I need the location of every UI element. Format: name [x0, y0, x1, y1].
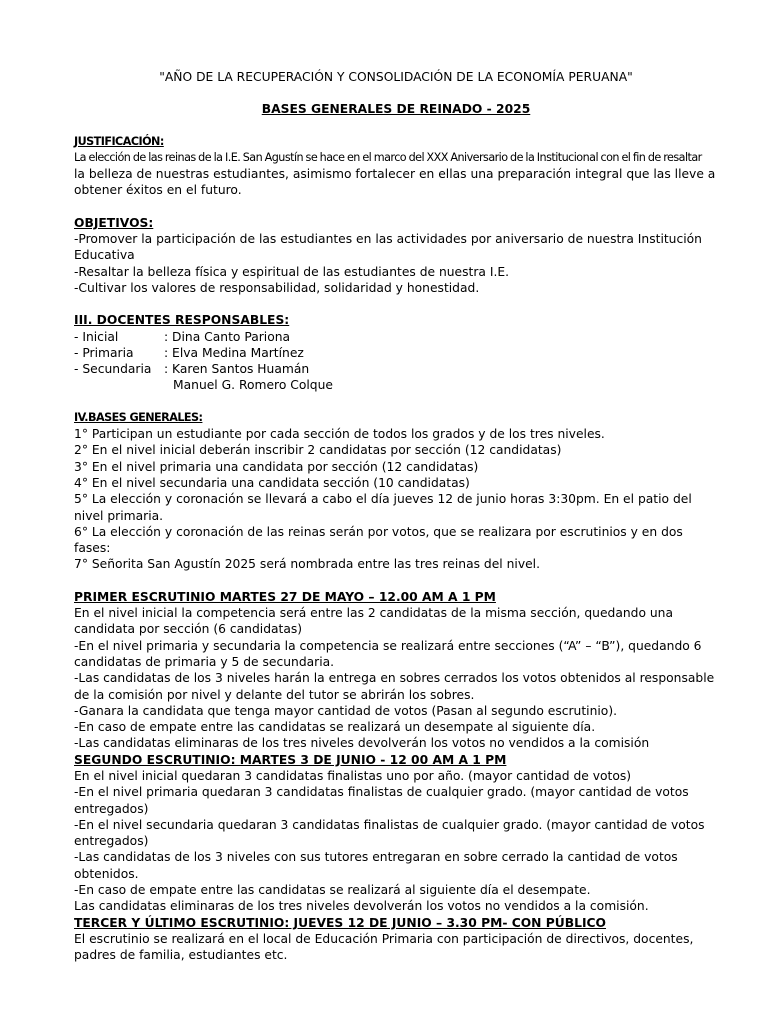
- docente-name: : Dina Canto Pariona: [164, 329, 291, 344]
- justificacion-heading: JUSTIFICACIÓN:: [74, 134, 164, 148]
- docentes-section: [74, 312, 718, 393]
- justificacion-line-2: la belleza de nuestras estudiantes, asimismo fortalecer en ellas una preparación integral que las lleve a: [74, 167, 716, 182]
- docentes-heading: III. DOCENTES RESPONSABLES:: [74, 313, 290, 328]
- tercer-item: El escrutinio se realizará en el local de Educación Primaria con participación de directivos, docentes, padres de familia, estudiantes etc.: [74, 931, 694, 963]
- segundo-item: -En caso de empate entre las candidatas se realizará al siguiente día el desempate.: [74, 883, 591, 898]
- segundo-escrutinio-heading: SEGUNDO ESCRUTINIO: MARTES 3 DE JUNIO - 12 00 AM A 1 PM: [74, 752, 507, 767]
- objetivos-heading: OBJETIVOS:: [74, 215, 154, 230]
- primer-item: -En caso de empate entre las candidatas se realizará un desempate al siguiente día.: [74, 720, 596, 735]
- docente-level: - Primaria: [74, 345, 134, 360]
- segundo-item: -En el nivel primaria quedaran 3 candidatas finalistas de cualquier grado. (mayor cantidad de votos entregados): [74, 785, 689, 816]
- docente-row: [74, 329, 718, 345]
- bases-item: 2° En el nivel inicial deberán inscribir 2 candidatas por sección (12 candidatas): [74, 443, 562, 458]
- docente-name: : Karen Santos Huamán: [164, 362, 310, 377]
- tercer-escrutinio-heading: TERCER Y ÚLTIMO ESCRUTINIO: JUEVES 12 DE JUNIO – 3.30 PM- CON PÚBLICO: [74, 915, 607, 930]
- objetivos-section: [74, 215, 718, 296]
- segundo-escrutinio-section: [74, 752, 718, 915]
- bases-item: 5° La elección y coronación se llevará a cabo el día jueves 12 de junio horas 3:30pm. En el patio del nivel primaria.: [74, 492, 692, 523]
- segundo-item: Las candidatas eliminaras de los tres niveles devolverán los votos no vendidos a la comisión.: [74, 899, 649, 914]
- primer-escrutinio-section: [74, 589, 718, 752]
- objetivo-item: -Resaltar la belleza física y espiritual de las estudiantes de nuestra I.E.: [74, 264, 510, 279]
- bases-item: 3° En el nivel primaria una candidata por sección (12 candidatas): [74, 459, 479, 474]
- bases-item: 6° La elección y coronación de las reinas serán por votos, que se realizara por escrutinios y en dos fases:: [74, 524, 683, 556]
- docente-name: : Elva Medina Martínez: [164, 345, 304, 360]
- docente-level: - Secundaria: [74, 362, 152, 377]
- bases-item: 7° Señorita San Agustín 2025 será nombrada entre las tres reinas del nivel.: [74, 557, 541, 572]
- primer-item: -En el nivel primaria y secundaria la competencia se realizará entre secciones (“A” – “B”), quedando 6 candidatas de primaria y 5 de secundaria.: [74, 638, 702, 669]
- justificacion-line-3: obtener éxitos en el futuro.: [74, 183, 242, 198]
- docente-extra-name: Manuel G. Romero Colque: [173, 378, 333, 393]
- segundo-item: En el nivel inicial quedaran 3 candidatas finalistas uno por año. (mayor cantidad de votos): [74, 768, 632, 783]
- primer-item: -Las candidatas eliminaras de los tres niveles devolverán los votos no vendidos a la comisión: [74, 736, 650, 751]
- primer-item: -Las candidatas de los 3 niveles harán la entrega en sobres cerrados los votos obtenidos al responsable de la comisión por nivel y delante del tutor se abrirán los sobres.: [74, 671, 715, 702]
- primer-item: -Ganara la candidata que tenga mayor cantidad de votos (Pasan al segundo escrutinio).: [74, 703, 618, 718]
- segundo-item: -Las candidatas de los 3 niveles con sus tutores entregaran en sobre cerrado la cantidad de votos obtenidos.: [74, 850, 678, 881]
- year-motto: "AÑO DE LA RECUPERACIÓN Y CONSOLIDACIÓN DE LA ECONOMÍA PERUANA": [159, 70, 633, 84]
- tercer-escrutinio-section: [74, 915, 718, 964]
- bases-section: [74, 410, 718, 573]
- objetivo-item: -Cultivar los valores de responsabilidad, solidaridad y honestidad.: [74, 280, 480, 295]
- bases-heading: IV.BASES GENERALES:: [74, 410, 203, 424]
- segundo-item: -En el nivel secundaria quedaran 3 candidatas finalistas de cualquier grado. (mayor cantidad de votos entregados): [74, 817, 705, 849]
- primer-item: En el nivel inicial la competencia será entre las 2 candidatas de la misma sección, quedando una candidata por sección (6 candidatas): [74, 606, 674, 637]
- bases-item: 1° Participan un estudiante por cada sección de todos los grados y de los tres niveles.: [74, 427, 605, 442]
- objetivo-item: -Promover la participación de las estudiantes en las actividades por aniversario de nuestra Institución Educativa: [74, 232, 702, 263]
- document-title: BASES GENERALES DE REINADO - 2025: [261, 102, 531, 117]
- docente-row: [74, 361, 718, 377]
- docente-row: [74, 345, 718, 361]
- justificacion-line-1: La elección de las reinas de la I.E. San Agustín se hace en el marco del XXX Aniversario de la Institucional con el fin de resaltar: [74, 150, 702, 164]
- docente-level: - Inicial: [74, 329, 119, 344]
- primer-escrutinio-heading: PRIMER ESCRUTINIO MARTES 27 DE MAYO – 12.00 AM A 1 PM: [74, 589, 496, 604]
- bases-item: 4° En el nivel secundaria una candidata sección (10 candidatas): [74, 475, 470, 490]
- justificacion-section: [74, 134, 718, 199]
